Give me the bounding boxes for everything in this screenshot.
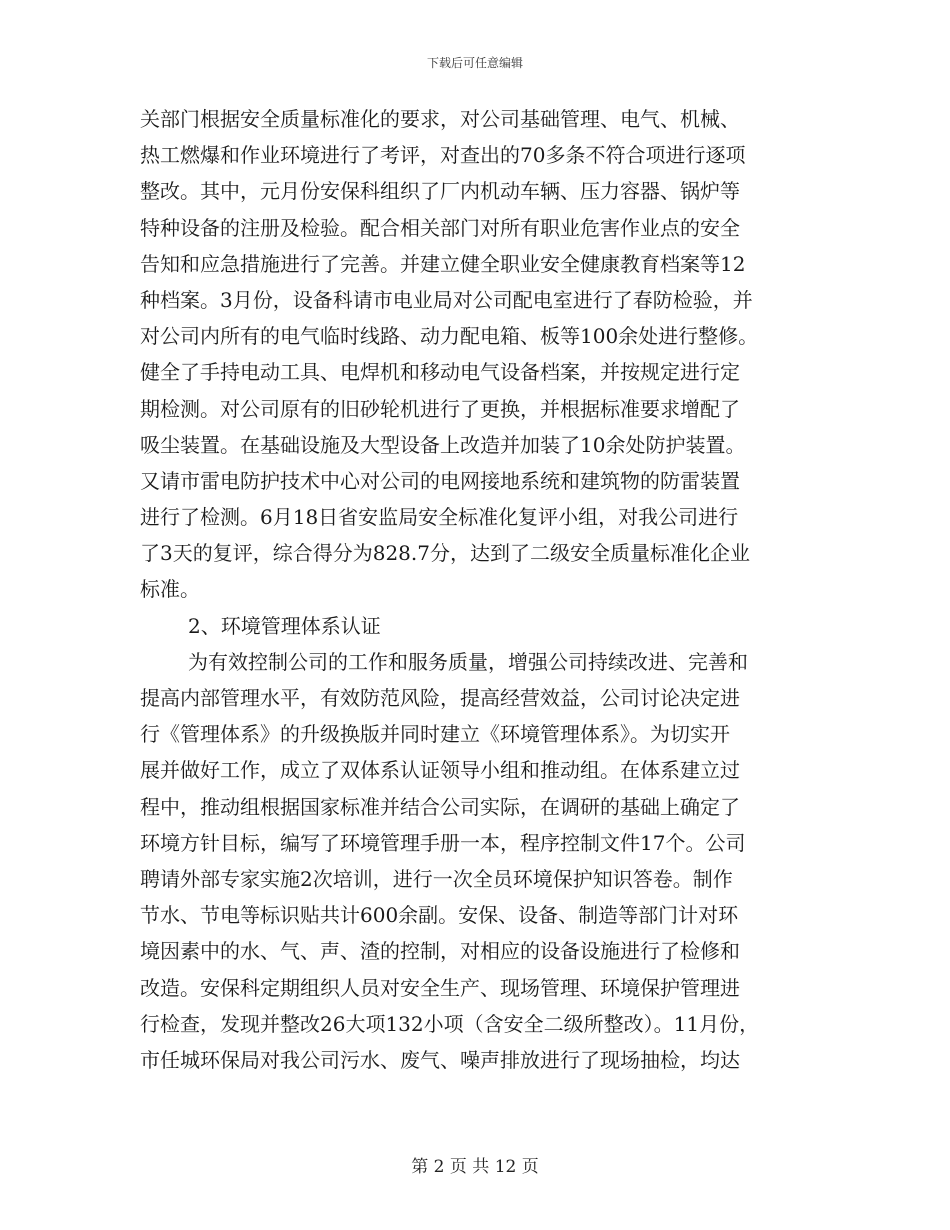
body-line: 市任城环保局对我公司污水、废气、噪声排放进行了现场抽检，均达 <box>140 1047 740 1072</box>
body-line: 告知和应急措施进行了完善。并建立健全职业安全健康教育档案等12 <box>140 251 746 276</box>
body-line: 种档案。3月份，设备科请市电业局对公司配电室进行了春防检验，并 <box>140 287 753 312</box>
body-line: 程中，推动组根据国家标准并结合公司实际，在调研的基础上确定了 <box>140 794 740 819</box>
body-line: 节水、节电等标识贴共计600余副。安保、设备、制造等部门计对环 <box>140 903 739 928</box>
page-header-note: 下载后可任意编辑 <box>426 56 523 70</box>
body-line: 吸尘装置。在基础设施及大型设备上改造并加装了10余处防护装置。 <box>140 432 746 457</box>
body-line: 又请市雷电防护技术中心对公司的电网接地系统和建筑物的防雷装置 <box>140 468 740 493</box>
body-line: 对公司内所有的电气临时线路、动力配电箱、板等100余处进行整修。 <box>140 324 759 349</box>
body-line: 展并做好工作，成立了双体系认证领导小组和推动组。在体系建立过 <box>140 758 740 783</box>
body-line: 特种设备的注册及检验。配合相关部门对所有职业危害作业点的安全 <box>140 215 740 240</box>
body-line: 为有效控制公司的工作和服务质量，增强公司持续改进、完善和 <box>188 649 748 674</box>
body-line: 健全了手持电动工具、电焊机和移动电气设备档案，并按规定进行定 <box>140 360 740 385</box>
section-heading: 2、环境管理体系认证 <box>188 613 381 638</box>
body-line: 期检测。对公司原有的旧砂轮机进行了更换，并根据标准要求增配了 <box>140 396 740 421</box>
body-line: 进行了检测。6月18日省安监局安全标准化复评小组，对我公司进行 <box>140 505 739 530</box>
body-line: 改造。安保科定期组织人员对安全生产、现场管理、环境保护管理进 <box>140 975 740 1000</box>
page-number: 第 2 页 共 12 页 <box>411 1157 539 1177</box>
body-line: 标准。 <box>140 577 200 602</box>
body-line: 提高内部管理水平，有效防范风险，提高经营效益，公司讨论决定进 <box>140 686 740 710</box>
body-line: 聘请外部专家实施2次培训，进行一次全员环境保护知识答卷。制作 <box>140 866 733 891</box>
body-line: 了3天的复评，综合得分为828.7分，达到了二级安全质量标准化企业 <box>140 541 750 566</box>
body-line: 行《管理体系》的升级换版并同时建立《环境管理体系》。为切实开 <box>140 722 730 747</box>
body-line: 整改。其中，元月份安保科组织了厂内机动车辆、压力容器、锅炉等 <box>140 179 740 204</box>
body-line: 热工燃爆和作业环境进行了考评，对查出的70多条不符合项进行逐项 <box>140 143 746 168</box>
body-line: 境因素中的水、气、声、渣的控制，对相应的设备设施进行了检修和 <box>140 939 740 964</box>
body-line: 关部门根据安全质量标准化的要求，对公司基础管理、电气、机械、 <box>140 107 740 131</box>
body-line: 行检查，发现并整改26大项132小项（含安全二级所整改）。11月份， <box>140 1011 760 1036</box>
body-line: 环境方针目标，编写了环境管理手册一本，程序控制文件17个。公司 <box>140 830 746 855</box>
document-body <box>140 101 820 1078</box>
